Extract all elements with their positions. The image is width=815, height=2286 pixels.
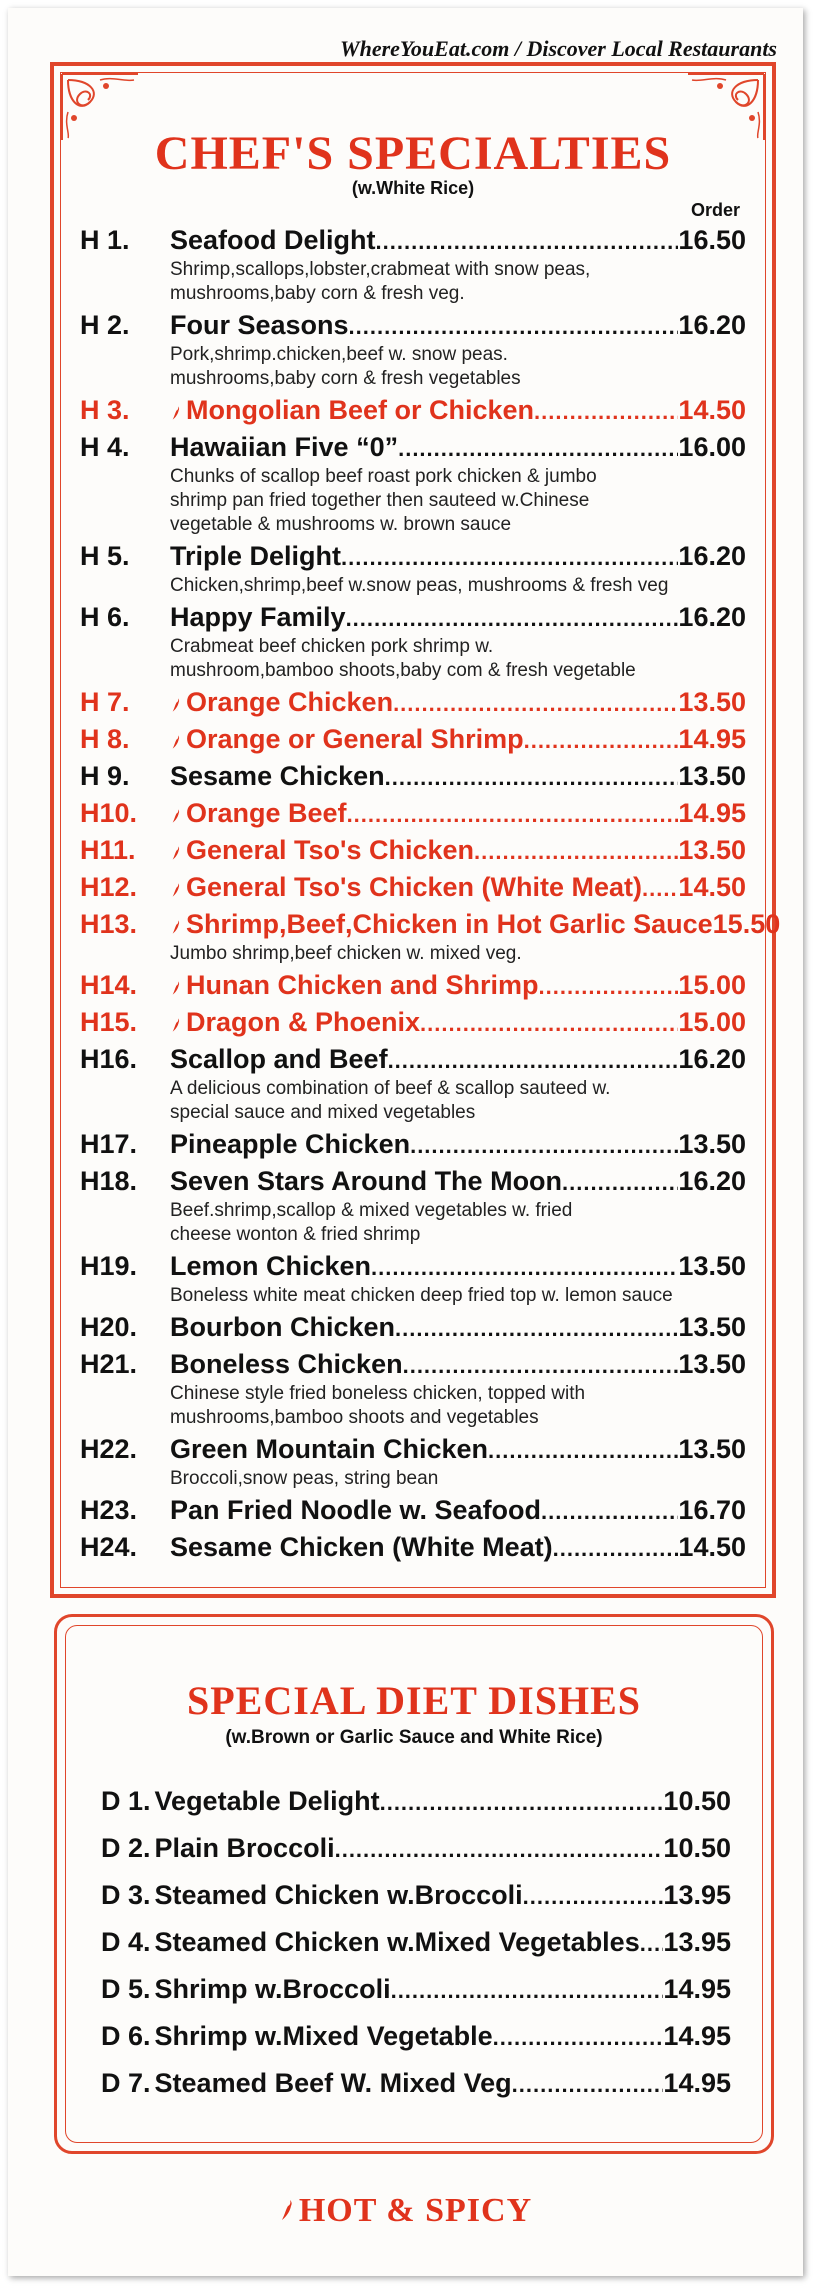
menu-item-code: H 3. bbox=[80, 395, 130, 425]
menu-item-description: mushrooms,bamboo shoots and vegetables bbox=[170, 1407, 539, 1428]
menu-item-line bbox=[80, 1165, 746, 1199]
menu-item-description: Crabmeat beef chicken pork shrimp w. bbox=[170, 636, 494, 657]
menu-item-name: Hawaiian Five “0” bbox=[170, 432, 399, 462]
menu-item-description: mushrooms,baby corn & fresh vegetables bbox=[170, 368, 521, 389]
menu-item-price: 13.50 bbox=[678, 1434, 746, 1464]
menu-item bbox=[80, 834, 746, 868]
menu-item-price: 14.50 bbox=[678, 1532, 746, 1562]
menu-item-price: 14.95 bbox=[663, 1974, 731, 2004]
menu-item-line bbox=[80, 1006, 746, 1040]
dot-leader bbox=[524, 723, 679, 757]
dot-leader bbox=[534, 394, 678, 428]
menu-item-name: Steamed Beef W. Mixed Veg bbox=[154, 2068, 512, 2098]
menu-item bbox=[80, 1348, 746, 1430]
menu-item-code: H18. bbox=[80, 1166, 138, 1196]
menu-item-code: D 1. bbox=[101, 1786, 151, 1816]
dot-leader bbox=[420, 1006, 678, 1040]
menu-item-price: 14.95 bbox=[663, 2021, 731, 2051]
diet-menu-item bbox=[101, 1879, 731, 1913]
menu-item-code: D 3. bbox=[101, 1880, 151, 1910]
menu-item-price: 14.95 bbox=[663, 2068, 731, 2098]
menu-item-line bbox=[80, 969, 746, 1003]
menu-item-price: 13.95 bbox=[663, 1927, 731, 1957]
menu-item-code: H21. bbox=[80, 1349, 138, 1379]
dot-leader bbox=[539, 969, 679, 1003]
menu-item-price: 16.20 bbox=[678, 1044, 746, 1074]
menu-item-line bbox=[101, 2020, 731, 2054]
menu-item bbox=[80, 1433, 746, 1491]
special-diet-box bbox=[54, 1614, 774, 2154]
menu-item-line bbox=[80, 1250, 746, 1284]
menu-item-line bbox=[80, 1433, 746, 1467]
menu-item-price: 16.20 bbox=[678, 1166, 746, 1196]
hot-spicy-label: HOT & SPICY bbox=[298, 2192, 533, 2229]
menu-item-code: H 4. bbox=[80, 432, 130, 462]
menu-item-line bbox=[80, 1348, 746, 1382]
dot-leader bbox=[398, 431, 678, 465]
diet-menu-item bbox=[101, 1832, 731, 1866]
menu-item-name: Mongolian Beef or Chicken bbox=[186, 395, 535, 425]
menu-item-code: H19. bbox=[80, 1251, 138, 1281]
menu-item-code: H23. bbox=[80, 1495, 138, 1525]
menu-item-code: H20. bbox=[80, 1312, 138, 1342]
menu-item-price: 14.95 bbox=[678, 798, 746, 828]
menu-item-name: Steamed Chicken w.Mixed Vegetables bbox=[154, 1927, 640, 1957]
diet-item-list bbox=[101, 1785, 731, 2114]
diet-menu-item bbox=[101, 1973, 731, 2007]
menu-item bbox=[80, 224, 746, 306]
dot-leader bbox=[385, 760, 679, 794]
menu-item bbox=[80, 1494, 746, 1528]
menu-item-description: shrimp pan fried together then sauteed w.Chinese bbox=[170, 490, 590, 511]
menu-item bbox=[80, 431, 746, 537]
diet-menu-item bbox=[101, 1785, 731, 1819]
dot-leader bbox=[393, 686, 678, 720]
dot-leader bbox=[640, 1926, 664, 1960]
chili-pepper-icon bbox=[172, 734, 180, 748]
menu-item-name: Pineapple Chicken bbox=[170, 1129, 411, 1159]
menu-item-price: 13.50 bbox=[678, 1251, 746, 1281]
menu-item bbox=[80, 1311, 746, 1345]
menu-item-description: Beef.shrimp,scallop & mixed vegetables w. fried bbox=[170, 1200, 573, 1221]
menu-item bbox=[80, 540, 746, 598]
menu-item-price: 16.50 bbox=[678, 225, 746, 255]
menu-item-description: A delicious combination of beef & scallop sauteed w. bbox=[170, 1078, 611, 1099]
menu-item bbox=[80, 309, 746, 391]
menu-item-name: Green Mountain Chicken bbox=[170, 1434, 489, 1464]
menu-item-description: Jumbo shrimp,beef chicken w. mixed veg. bbox=[170, 943, 522, 964]
menu-item-price: 15.00 bbox=[678, 970, 746, 1000]
dot-leader bbox=[347, 797, 679, 831]
menu-item-line bbox=[80, 309, 746, 343]
chili-pepper-icon bbox=[172, 808, 180, 822]
dot-leader bbox=[562, 1165, 678, 1199]
menu-item bbox=[80, 1128, 746, 1162]
menu-item-price: 13.50 bbox=[678, 1129, 746, 1159]
menu-item-line bbox=[101, 1785, 731, 1819]
menu-item-name: Seafood Delight bbox=[170, 225, 376, 255]
dot-leader bbox=[376, 224, 679, 258]
dot-leader bbox=[410, 1128, 678, 1162]
diet-title: SPECIAL DIET DISHES bbox=[187, 1678, 641, 1723]
menu-item-description: Shrimp,scallops,lobster,crabmeat with snow peas, bbox=[170, 259, 591, 280]
dot-leader bbox=[474, 834, 678, 868]
dot-leader bbox=[380, 1785, 664, 1819]
menu-item-name: Hunan Chicken and Shrimp bbox=[186, 970, 539, 1000]
menu-item-description: Pork,shrimp.chicken,beef w. snow peas. bbox=[170, 344, 508, 365]
menu-item-description: cheese wonton & fried shrimp bbox=[170, 1224, 421, 1245]
dot-leader bbox=[335, 1832, 664, 1866]
chili-pepper-icon bbox=[281, 2199, 293, 2221]
menu-item-line bbox=[80, 797, 746, 831]
menu-item-code: H10. bbox=[80, 798, 138, 828]
menu-item-name: Dragon & Phoenix bbox=[186, 1007, 421, 1037]
dot-leader bbox=[523, 1879, 664, 1913]
order-column-label: Order bbox=[690, 200, 740, 220]
menu-item-price: 10.50 bbox=[663, 1786, 731, 1816]
chefs-title: CHEF'S SPECIALTIES bbox=[154, 127, 672, 180]
menu-item-code: H 9. bbox=[80, 761, 130, 791]
chefs-item-list bbox=[80, 224, 781, 1568]
menu-item-code: H24. bbox=[80, 1532, 138, 1562]
menu-item-name: Plain Broccoli bbox=[154, 1833, 335, 1863]
dot-leader bbox=[371, 1250, 678, 1284]
menu-item-code: H12. bbox=[80, 872, 138, 902]
menu-item-price: 13.50 bbox=[678, 761, 746, 791]
menu-item-code: H13. bbox=[80, 909, 138, 939]
menu-item bbox=[80, 969, 746, 1003]
menu-item-code: D 2. bbox=[101, 1833, 151, 1863]
menu-item bbox=[80, 1531, 746, 1565]
menu-item-line bbox=[80, 394, 746, 428]
menu-item-name: Shrimp w.Broccoli bbox=[154, 1974, 391, 2004]
chili-pepper-icon bbox=[172, 919, 180, 933]
menu-item-price: 14.50 bbox=[678, 872, 746, 902]
menu-item-code: D 7. bbox=[101, 2068, 151, 2098]
site-header-link[interactable]: WhereYouEat.com / Discover Local Restaurants bbox=[340, 36, 777, 61]
menu-item-code: H15. bbox=[80, 1007, 138, 1037]
chili-pepper-icon bbox=[172, 980, 180, 994]
chefs-subtitle: (w.White Rice) bbox=[351, 178, 475, 198]
menu-item-code: H 7. bbox=[80, 687, 130, 717]
menu-item bbox=[80, 1250, 746, 1308]
menu-item-price: 16.00 bbox=[678, 432, 746, 462]
menu-item-name: General Tso's Chicken (White Meat) bbox=[186, 872, 643, 902]
menu-item-code: D 4. bbox=[101, 1927, 151, 1957]
menu-item-line bbox=[80, 871, 746, 905]
dot-leader bbox=[395, 1311, 678, 1345]
menu-item-description: mushroom,bamboo shoots,baby com & fresh vegetable bbox=[170, 660, 636, 681]
dot-leader bbox=[403, 1348, 679, 1382]
menu-item-code: H 5. bbox=[80, 541, 130, 571]
menu-item-line bbox=[80, 686, 746, 720]
menu-item-line bbox=[80, 1043, 746, 1077]
hot-spicy-legend bbox=[8, 2192, 803, 2230]
dot-leader bbox=[642, 871, 678, 905]
menu-item-name: Vegetable Delight bbox=[154, 1786, 380, 1816]
menu-item-line bbox=[80, 1128, 746, 1162]
dot-leader bbox=[341, 540, 678, 574]
menu-item-name: Boneless Chicken bbox=[170, 1349, 403, 1379]
menu-item bbox=[80, 908, 781, 966]
dot-leader bbox=[493, 2020, 664, 2054]
menu-item-description: Chunks of scallop beef roast pork chicken & jumbo bbox=[170, 466, 597, 487]
menu-item-description: Chicken,shrimp,beef w.snow peas, mushrooms & fresh veg bbox=[170, 575, 669, 596]
menu-item bbox=[80, 601, 746, 683]
menu-item-price: 10.50 bbox=[663, 1833, 731, 1863]
menu-item-description: vegetable & mushrooms w. brown sauce bbox=[170, 514, 512, 535]
chili-pepper-icon bbox=[172, 1017, 180, 1031]
menu-item-code: H 2. bbox=[80, 310, 130, 340]
menu-item bbox=[80, 760, 746, 794]
menu-item-line bbox=[80, 1494, 746, 1528]
menu-item bbox=[80, 1165, 746, 1247]
chili-pepper-icon bbox=[172, 845, 180, 859]
menu-item bbox=[80, 394, 746, 428]
menu-item-name: Seven Stars Around The Moon bbox=[170, 1166, 563, 1196]
menu-item bbox=[80, 1043, 746, 1125]
menu-item-price: 16.20 bbox=[678, 602, 746, 632]
menu-item-line bbox=[80, 224, 746, 258]
diet-menu-item bbox=[101, 2020, 731, 2054]
menu-page bbox=[8, 8, 803, 2276]
menu-item-line bbox=[80, 1531, 746, 1565]
chili-pepper-icon bbox=[172, 697, 180, 711]
menu-item-price: 15.00 bbox=[678, 1007, 746, 1037]
menu-item-code: H14. bbox=[80, 970, 138, 1000]
dot-leader bbox=[541, 1494, 678, 1528]
menu-item-description: Chinese style fried boneless chicken, topped with bbox=[170, 1383, 586, 1404]
menu-item-name: Sesame Chicken bbox=[170, 761, 385, 791]
menu-item bbox=[80, 797, 746, 831]
menu-item-price: 13.50 bbox=[678, 835, 746, 865]
chefs-specialties-box bbox=[50, 62, 781, 1598]
menu-item-name: Orange Beef bbox=[186, 798, 347, 828]
diet-subtitle: (w.Brown or Garlic Sauce and White Rice) bbox=[225, 1727, 603, 1748]
diet-menu-item bbox=[101, 2067, 731, 2101]
menu-item-price: 16.20 bbox=[678, 541, 746, 571]
menu-item-code: H 8. bbox=[80, 724, 130, 754]
menu-item-name: Bourbon Chicken bbox=[170, 1312, 396, 1342]
dot-leader bbox=[553, 1531, 679, 1565]
dot-leader bbox=[346, 601, 679, 635]
menu-item-name: Orange Chicken bbox=[186, 687, 394, 717]
dot-leader bbox=[349, 309, 679, 343]
menu-item-line bbox=[80, 908, 781, 942]
menu-item-price: 14.50 bbox=[678, 395, 746, 425]
menu-item bbox=[80, 1006, 746, 1040]
menu-item bbox=[80, 723, 746, 757]
menu-item-name: Sesame Chicken (White Meat) bbox=[170, 1532, 553, 1562]
menu-item-code: D 6. bbox=[101, 2021, 151, 2051]
menu-item-line bbox=[80, 834, 746, 868]
menu-item-line bbox=[80, 723, 746, 757]
menu-item-code: D 5. bbox=[101, 1974, 151, 2004]
chili-pepper-icon bbox=[172, 405, 180, 419]
menu-item-code: H22. bbox=[80, 1434, 138, 1464]
menu-item bbox=[80, 871, 746, 905]
menu-item-name: Shrimp,Beef,Chicken in Hot Garlic Sauce bbox=[186, 909, 713, 939]
menu-item-price: 16.70 bbox=[678, 1495, 746, 1525]
menu-item-code: H16. bbox=[80, 1044, 138, 1074]
menu-item-price: 13.95 bbox=[663, 1880, 731, 1910]
menu-item-name: Lemon Chicken bbox=[170, 1251, 372, 1281]
menu-item-name: Scallop and Beef bbox=[170, 1044, 388, 1074]
menu-item-code: H 6. bbox=[80, 602, 130, 632]
menu-item-line bbox=[80, 540, 746, 574]
menu-item-description: special sauce and mixed vegetables bbox=[170, 1102, 476, 1123]
menu-item-name: Shrimp w.Mixed Vegetable bbox=[154, 2021, 493, 2051]
menu-item-line bbox=[80, 601, 746, 635]
dot-leader bbox=[512, 2067, 664, 2101]
dot-leader bbox=[388, 1043, 679, 1077]
menu-item-line bbox=[101, 1879, 731, 1913]
menu-item-name: Orange or General Shrimp bbox=[186, 724, 524, 754]
menu-item-price: 13.50 bbox=[678, 1312, 746, 1342]
menu-item-code: H17. bbox=[80, 1129, 138, 1159]
menu-item-price: 13.50 bbox=[678, 1349, 746, 1379]
diet-menu-item bbox=[101, 1926, 731, 1960]
menu-item-name: General Tso's Chicken bbox=[186, 835, 475, 865]
menu-item-line bbox=[80, 1311, 746, 1345]
menu-item-price: 15.50 bbox=[712, 909, 781, 939]
menu-item-name: Happy Family bbox=[170, 602, 346, 632]
menu-item-line bbox=[101, 1973, 731, 2007]
dot-leader bbox=[488, 1433, 678, 1467]
menu-item-description: mushrooms,baby corn & fresh veg. bbox=[170, 283, 465, 304]
chili-pepper-icon bbox=[172, 882, 180, 896]
menu-item-price: 13.50 bbox=[678, 687, 746, 717]
menu-item-line bbox=[80, 431, 746, 465]
menu-item-code: H 1. bbox=[80, 225, 130, 255]
menu-item-name: Steamed Chicken w.Broccoli bbox=[154, 1880, 523, 1910]
menu-item-description: Boneless white meat chicken deep fried top w. lemon sauce bbox=[170, 1285, 673, 1306]
menu-item bbox=[80, 686, 746, 720]
menu-item-line bbox=[101, 2067, 731, 2101]
menu-item-name: Four Seasons bbox=[170, 310, 349, 340]
menu-item-price: 14.95 bbox=[678, 724, 746, 754]
dot-leader bbox=[391, 1973, 664, 2007]
menu-item-description: Broccoli,snow peas, string bean bbox=[170, 1468, 439, 1489]
menu-item-name: Pan Fried Noodle w. Seafood bbox=[170, 1495, 542, 1525]
menu-item-line bbox=[101, 1832, 731, 1866]
menu-item-line bbox=[101, 1926, 731, 1960]
menu-item-price: 16.20 bbox=[678, 310, 746, 340]
menu-item-name: Triple Delight bbox=[170, 541, 342, 571]
menu-item-line bbox=[80, 760, 746, 794]
menu-item-code: H11. bbox=[80, 835, 136, 865]
